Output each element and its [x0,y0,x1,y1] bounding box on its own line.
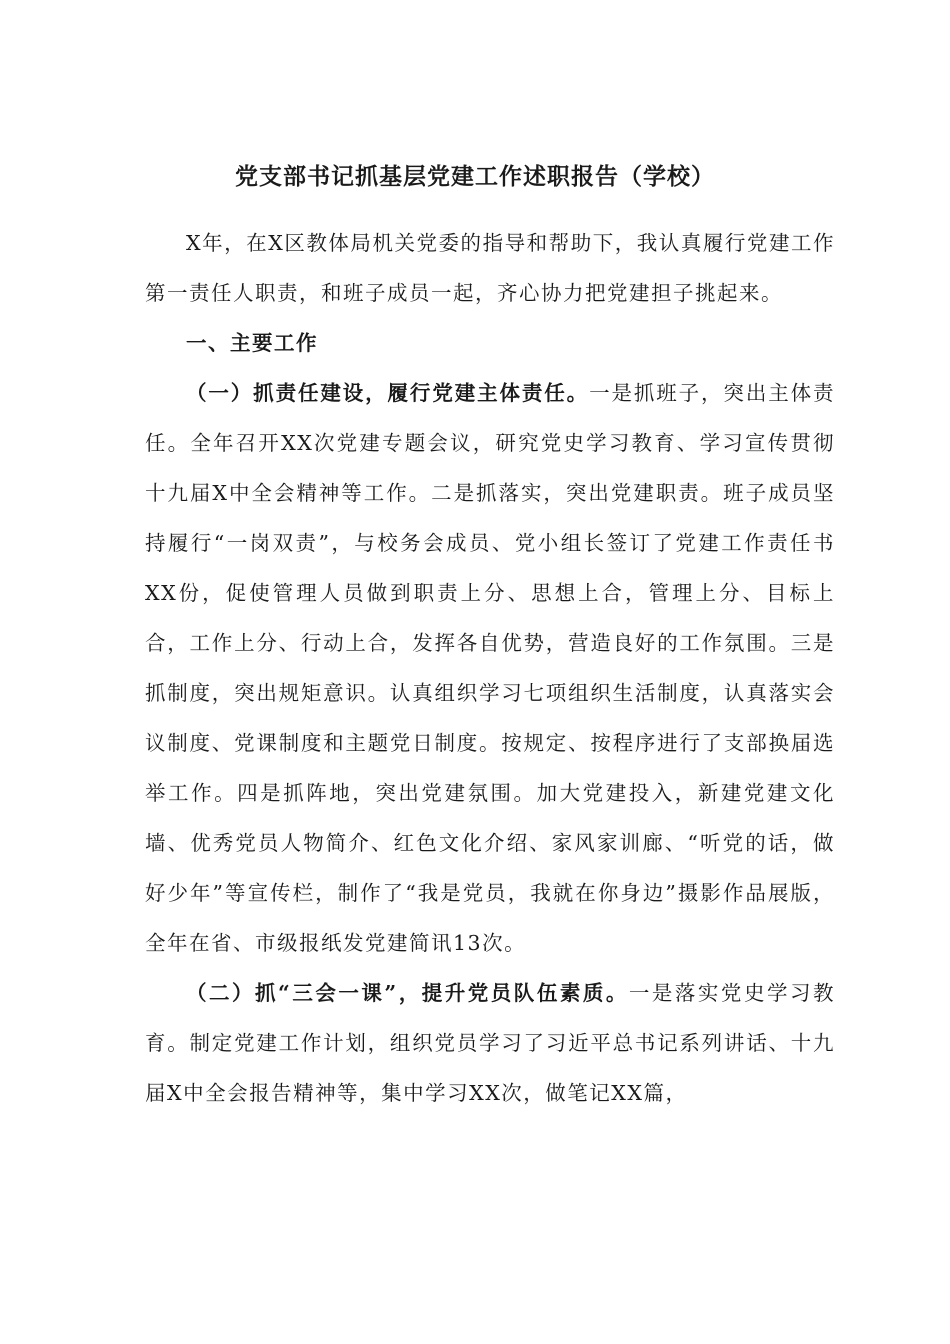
subsection-responsibility-heading: （一）抓责任建设，履行党建主体责任。 [186,381,590,405]
subsection-three-meetings-paragraph [145,968,835,1118]
document-body [145,218,835,1118]
subsection-three-meetings-text: 一是落实党史学习教育。制定党建工作计划，组织党员学习了习近平总书记系列讲话、十九届X中全会报告精神等，集中学习XX次，做笔记XX篇， [145,981,835,1105]
document-title: 党支部书记抓基层党建工作述职报告（学校） [235,163,715,190]
subsection-responsibility-paragraph [145,368,835,968]
subsection-three-meetings-heading: （二）抓“三会一课”，提升党员队伍素质。 [186,981,629,1005]
intro-paragraph: X年，在X区教体局机关党委的指导和帮助下，我认真履行党建工作第一责任人职责，和班子成员一起，齐心协力把党建担子挑起来。 [145,231,835,305]
subsection-responsibility-text: 一是抓班子，突出主体责任。全年召开XX次党建专题会议，研究党史学习教育、学习宣传贯彻十九届X中全会精神等工作。二是抓落实，突出党建职责。班子成员坚持履行“一岗双责”，与校务会成员、党小组长签订了党建工作责任书XX份，促使管理人员做到职责上分、思想上合，管理上分、目标上合，工作上分、行动上合，发挥各自优势，营造良好的工作氛围。三是抓制度，突出规矩意识。认真组织学习七项组织生活制度，认真落实会议制度、党课制度和主题党日制度。按规定、按程序进行了支部换届选举工作。四是抓阵地，突出党建氛围。加大党建投入，新建党建文化墙、优秀党员人物简介、红色文化介绍、家风家训廊、“听党的话，做好少年”等宣传栏，制作了“我是党员，我就在你身边”摄影作品展版，全年在省、市级报纸发党建简讯13次。 [145,381,836,955]
section-heading-main-work: 一、主要工作 [186,331,318,355]
